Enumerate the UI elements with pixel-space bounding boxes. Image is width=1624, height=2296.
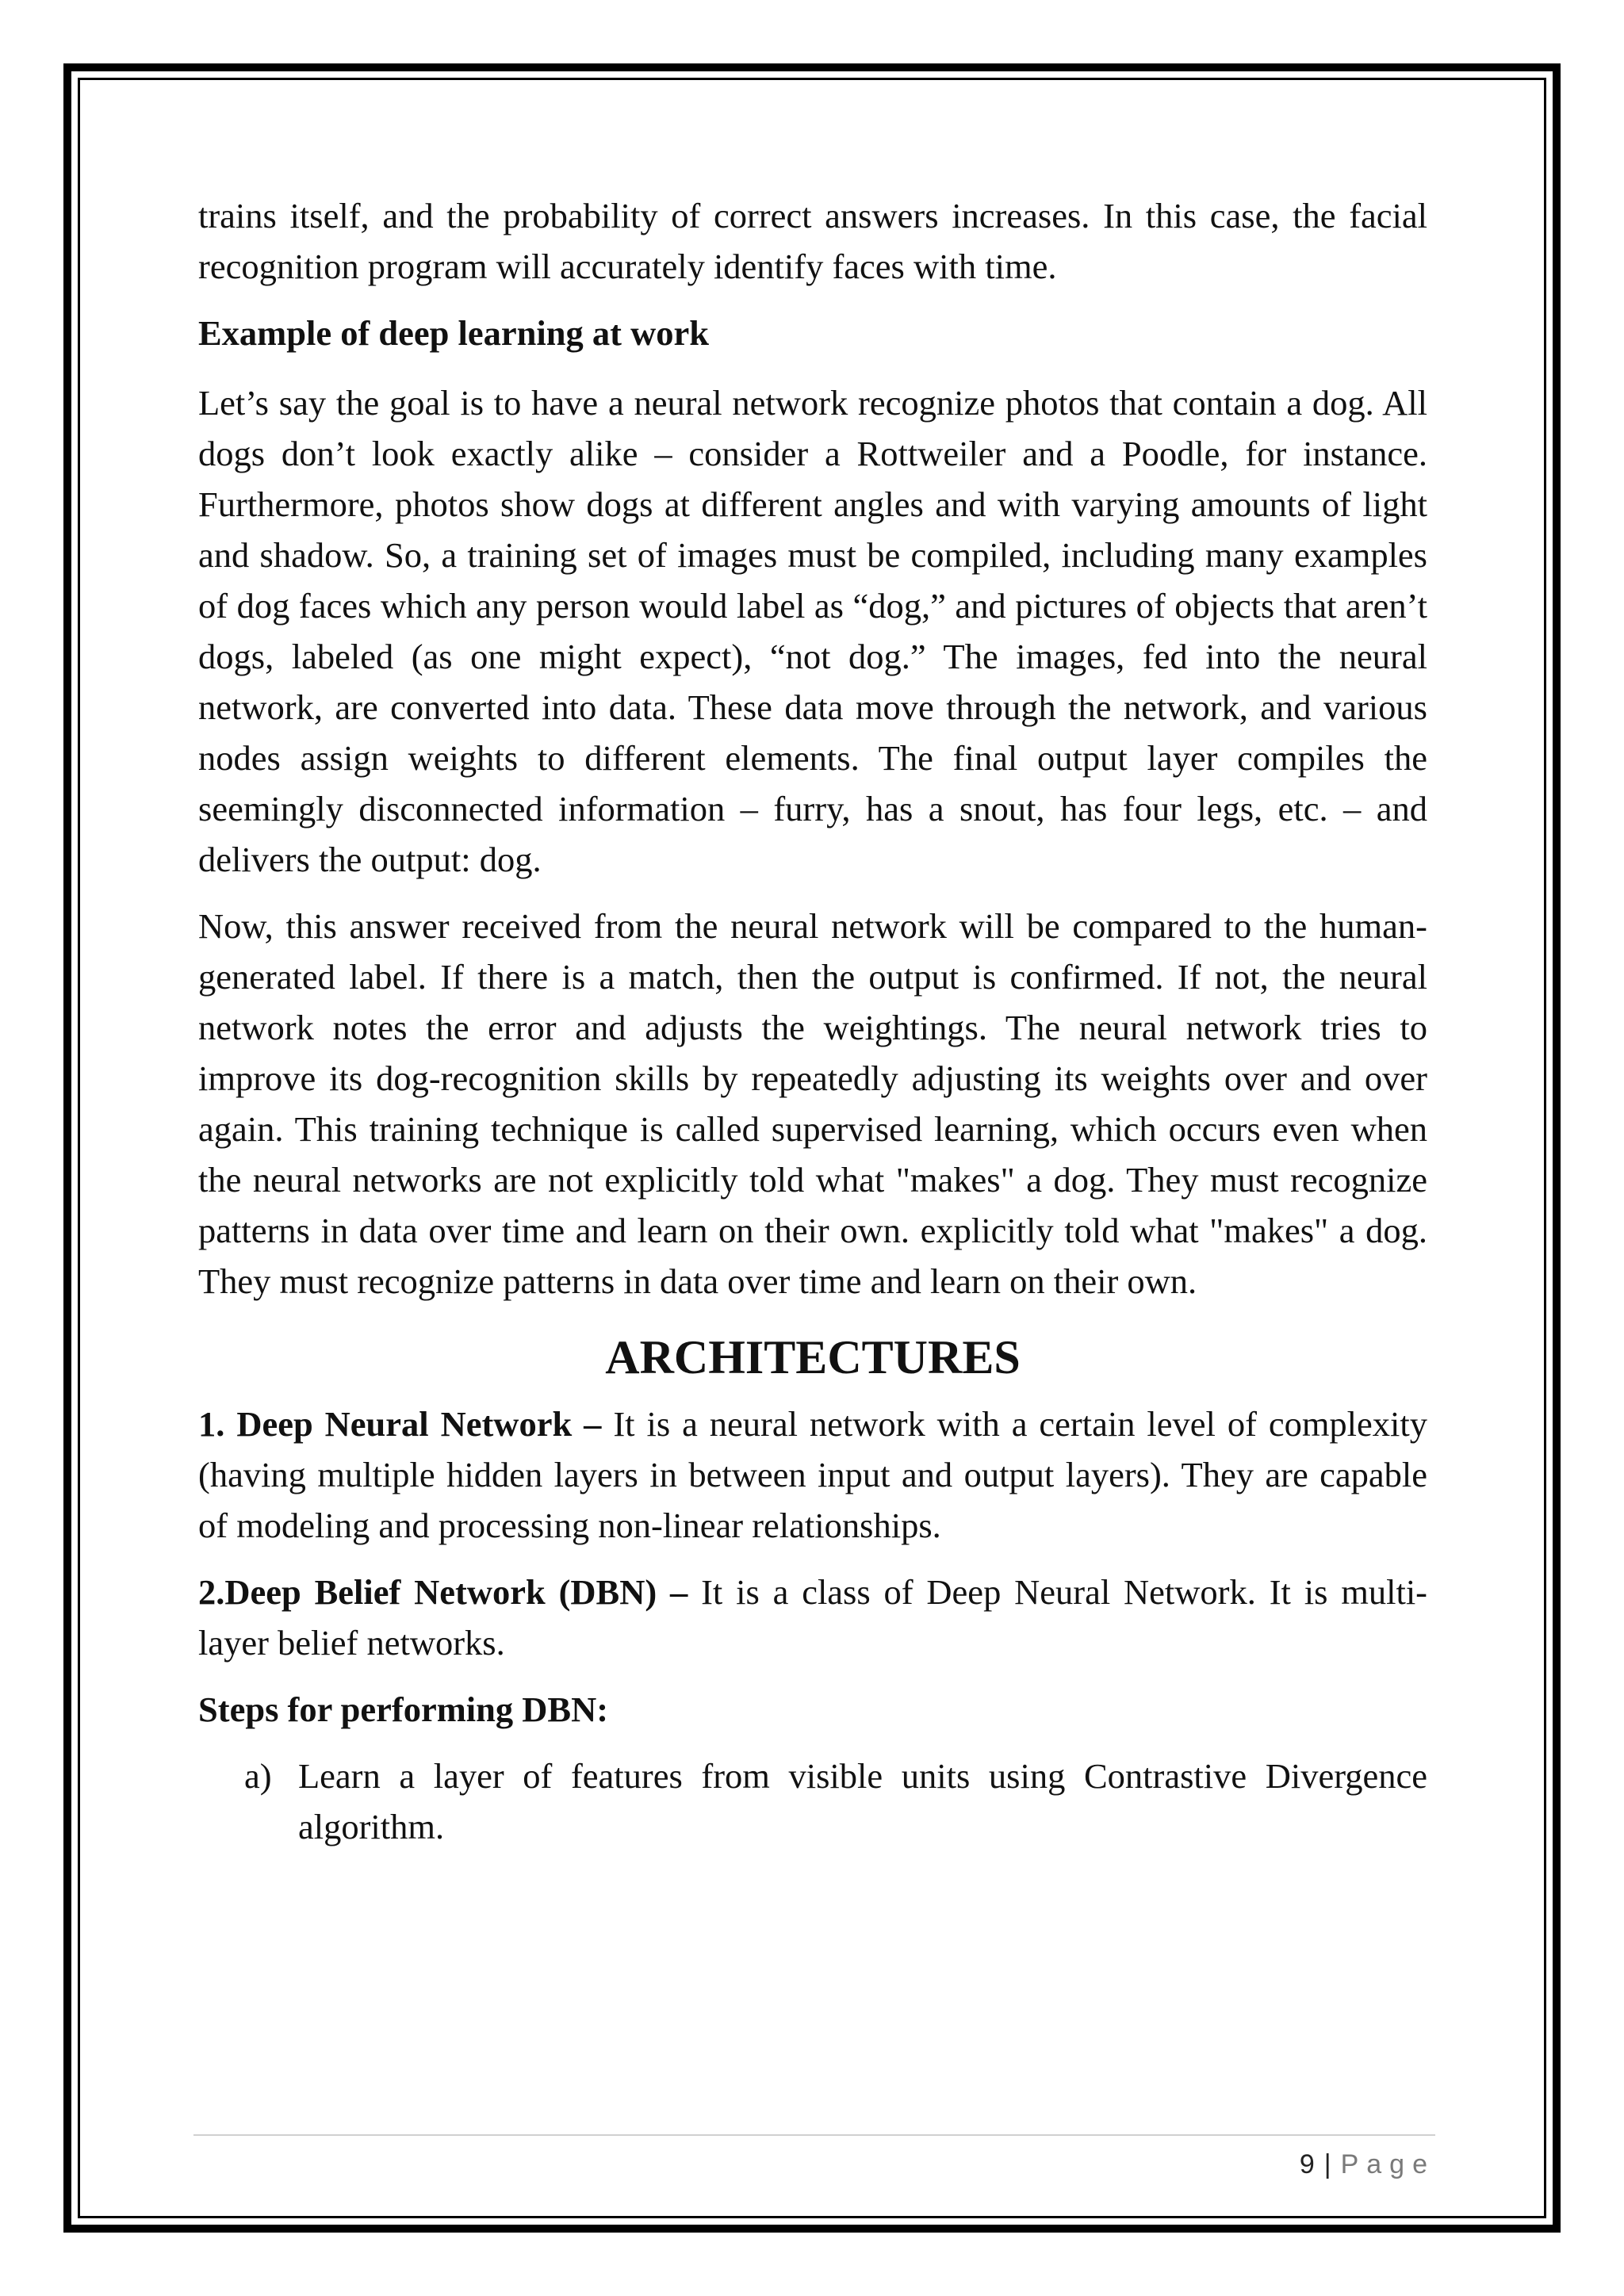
item-number: 1.	[198, 1404, 225, 1444]
step-text: Learn a layer of features from visible units using Contrastive Divergence algorithm.	[298, 1756, 1427, 1846]
steps-heading: Steps for performing DBN:	[198, 1689, 609, 1729]
footer-separator: |	[1323, 2149, 1331, 2179]
footer-rule	[193, 2134, 1435, 2136]
section-heading-example: Example of deep learning at work	[198, 313, 709, 353]
page-number: 9	[1299, 2149, 1315, 2179]
continuation-paragraph: trains itself, and the probability of correct answers increases. In this case, the facial recognition program will accurately identify faces with time.	[198, 196, 1427, 286]
comparison-paragraph: Now, this answer received from the neural network will be compared to the human-generated label. If there is a match, then the output is confirmed. If not, the neural network notes the error and adjusts the weightings. The neural network tries to improve its dog-recognition skills by repeatedly adjusting its weights over and over again. This training technique is called supervised learning, which occurs even when the neural networks are not explicitly told what "makes" a dog. They must recognize patterns in data over time and learn on their own. explicitly told what "makes" a dog. They must recognize patterns in data over time and learn on their own.	[198, 906, 1427, 1301]
item-text: It is a class of Deep Neural Network. It is multi-layer belief networks.	[198, 1572, 1427, 1663]
item-term: Deep Neural Network –	[236, 1404, 602, 1444]
item-number: 2.	[198, 1572, 225, 1612]
step-item-a	[198, 1751, 1427, 1852]
architecture-item-deep-belief-network	[198, 1567, 1427, 1668]
example-paragraph: Let’s say the goal is to have a neural network recognize photos that contain a dog. All dogs don’t look exactly alike – consider a Rottweiler and a Poodle, for instance. Furthermore, photos show dogs at different angles and with varying amounts of light and shadow. So, a training set of images must be compiled, including many examples of dog faces which any person would label as “dog,” and pictures of objects that aren’t dogs, labeled (as one might expect), “not dog.” The images, fed into the neural network, are converted into data. These data move through the network, and various nodes assign weights to different elements. The final output layer compiles the seemingly disconnected information – furry, has a snout, has four legs, etc. – and delivers the output: dog.	[198, 383, 1427, 879]
item-term: Deep Belief Network (DBN) –	[224, 1572, 688, 1612]
page-label: Page	[1340, 2149, 1435, 2179]
item-text: It is a neural network with a certain level of complexity (having multiple hidden layers in between input and output layers). They are capable of modeling and processing non-linear relationships.	[198, 1404, 1428, 1545]
architectures-heading: ARCHITECTURES	[605, 1331, 1021, 1383]
document-body	[198, 190, 1427, 1852]
architecture-item-deep-neural-network	[198, 1399, 1427, 1551]
page-footer	[1300, 2147, 1435, 2182]
step-marker: a)	[244, 1756, 272, 1796]
